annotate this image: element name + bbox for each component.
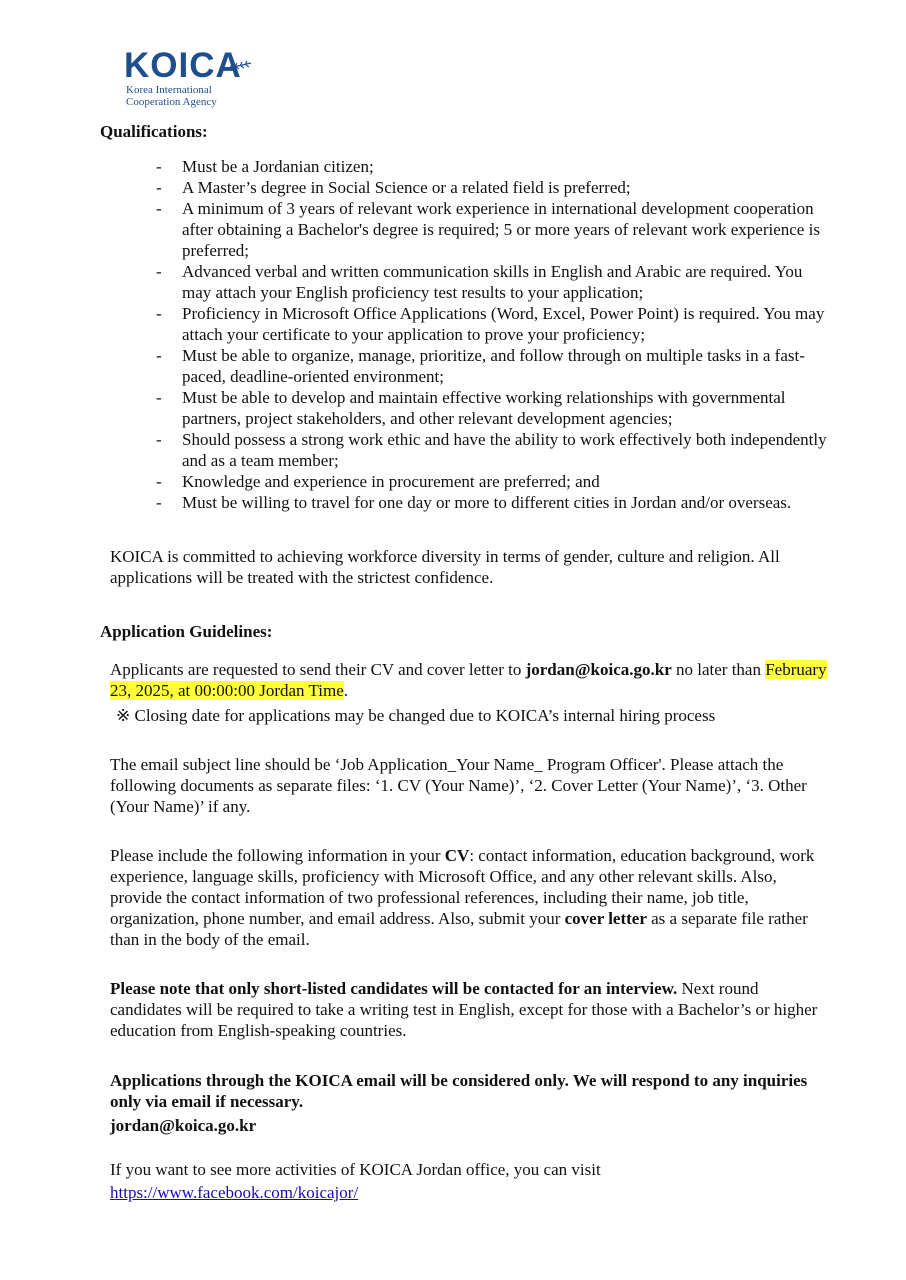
cv-instructions	[110, 845, 830, 950]
send-instructions	[110, 659, 830, 701]
application-email[interactable]: jordan@koica.go.kr	[525, 660, 672, 679]
cv-mid: : contact information, education background, work experience, language skills, proficiency with Microsoft Office, and any other relevant skills. Also, provide the contact information of two professional references, including their name, job title, organization, phone number, and email address. Also, submit your	[110, 846, 815, 928]
cv-intro: Please include the following information in your	[110, 846, 445, 865]
list-item: - Must be willing to travel for one day or more to different cities in Jordan and/or overseas.	[150, 492, 830, 513]
list-item: - Proficiency in Microsoft Office Applications (Word, Excel, Power Point) is required. You may attach your certificate to your application to prove your proficiency;	[150, 303, 830, 345]
wheat-icon	[224, 60, 252, 72]
list-item: - Must be able to organize, manage, prioritize, and follow through on multiple tasks in a fast-paced, deadline-oriented environment;	[150, 345, 830, 387]
send-mid: no later than	[671, 660, 766, 679]
contact-email[interactable]: jordan@koica.go.kr	[110, 1116, 257, 1135]
subject-line-instructions: The email subject line should be ‘Job Application_Your Name_ Program Officer'. Please attach the following documents as separate files: ‘1. CV (Your Name)’, ‘2. Cover Letter (Your Name)’, ‘3. Other (Your Name)’ if any.	[110, 755, 807, 816]
facebook-link[interactable]: https://www.facebook.com/koicajor/	[110, 1183, 359, 1202]
list-item: - Advanced verbal and written communication skills in English and Arabic are required. You may attach your English proficiency test results to your application;	[150, 261, 830, 303]
email-only-notice: Applications through the KOICA email will be considered only. We will respond to any inquiries only via email if necessary.	[110, 1071, 808, 1111]
logo-subtitle-line1: Korea International	[126, 84, 212, 96]
diversity-statement: KOICA is committed to achieving workforce diversity in terms of gender, culture and religion. All applications will be treated with the strictest confidence.	[110, 547, 780, 587]
send-intro: Applicants are requested to send their CV and cover letter to	[110, 660, 526, 679]
qualifications-heading: Qualifications:	[100, 122, 208, 141]
guidelines-heading: Application Guidelines:	[100, 622, 273, 641]
list-item: - A Master’s degree in Social Science or a related field is preferred;	[150, 177, 830, 198]
facebook-intro: If you want to see more activities of KOICA Jordan office, you can visit	[110, 1160, 601, 1179]
deadline-highlight: February 23, 2025, at 00:00:00 Jordan Time	[110, 660, 827, 700]
shortlist-notice	[110, 978, 830, 1041]
logo-subtitle-line2: Cooperation Agency	[126, 96, 217, 108]
list-item: - Must be a Jordanian citizen;	[150, 156, 830, 177]
shortlist-rest: Next round candidates will be required to take a writing test in English, except for those with a Bachelor’s or higher education from English-speaking countries.	[110, 979, 818, 1040]
list-item: - Knowledge and experience in procurement are preferred; and	[150, 471, 830, 492]
shortlist-bold: Please note that only short-listed candidates will be contacted for an interview.	[110, 979, 678, 998]
send-end: .	[343, 681, 349, 700]
logo-wordmark: KOICA	[124, 46, 242, 85]
cv-end: as a separate file rather than in the body of the email.	[110, 909, 808, 949]
closing-date-note: ※ Closing date for applications may be changed due to KOICA’s internal hiring process	[116, 706, 716, 725]
cover-letter-bold: cover letter	[564, 909, 647, 928]
list-item: - Must be able to develop and maintain effective working relationships with governmental partners, project stakeholders, and other relevant development agencies;	[150, 387, 830, 429]
koica-logo	[124, 46, 264, 110]
cv-bold: CV	[444, 846, 470, 865]
logo-subtitle	[126, 84, 217, 108]
list-item: - Should possess a strong work ethic and have the ability to work effectively both independently and as a team member;	[150, 429, 830, 471]
list-item: - A minimum of 3 years of relevant work experience in international development cooperation after obtaining a Bachelor's degree is required; 5 or more years of relevant work experience is preferred;	[150, 198, 830, 261]
qualifications-list	[150, 156, 830, 513]
